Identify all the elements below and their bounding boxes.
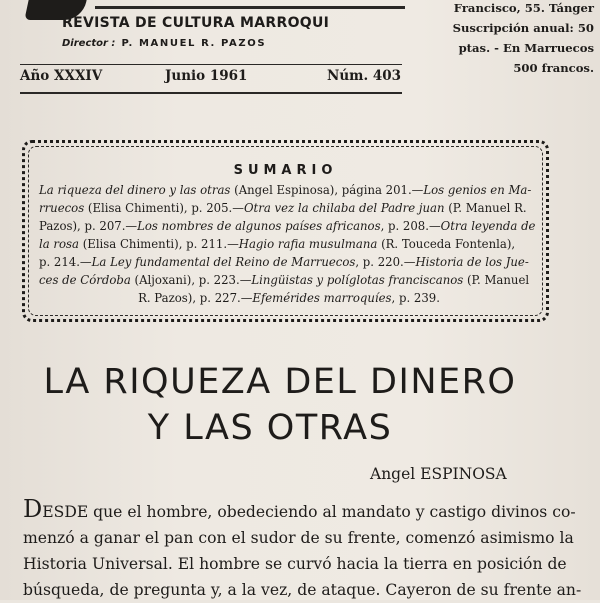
sumario-entry-title: Efemérides marroquíes (252, 291, 392, 305)
subscription-info (408, 0, 594, 78)
sumario-entry-ref: , p. 208.— (380, 219, 441, 233)
sumario-entry-ref: (R. Touceda Fontenla), (377, 237, 516, 251)
issue-year: Año XXXIV (20, 68, 103, 84)
article-title-line-1: LA RIQUEZA DEL DINERO (43, 362, 517, 402)
body-line-4: búsqueda, de pregunta y, a la vez, de ataque. Cayeron de su frente an- (23, 581, 582, 599)
sumario-entry-title: Otra vez la chilaba del Padre juan (243, 201, 445, 215)
sumario-entry-title: la rosa (39, 237, 80, 251)
sumario-line (39, 271, 539, 289)
sumario-entry-ref: (Elisa Chimenti), p. 211.— (79, 237, 239, 251)
subscription-line-1: Suscripción anual: 50 (452, 21, 594, 35)
sumario-entry-title: Los nombres de algunos países africanos (137, 219, 381, 233)
issue-date: Junio 1961 (165, 68, 248, 84)
sumario-entry-title: Lingüistas y políglotas franciscanos (251, 273, 464, 287)
sumario-line (39, 253, 539, 271)
sumario-line (39, 289, 539, 307)
body-line-3: Historia Universal. El hombre se curvó hacia la tierra en posición de (23, 555, 567, 573)
sumario-title: SUMARIO (233, 163, 338, 178)
sumario-entry-title: Los genios en Ma- (423, 183, 532, 197)
sumario-entry-title: rruecos (39, 201, 85, 215)
header-rule-top (20, 64, 402, 65)
sumario-entry-ref: , p. 239. (391, 291, 440, 305)
sumario-entry-ref: p. 214.— (39, 255, 92, 269)
header-rule-bottom (20, 92, 402, 94)
body-line-2: menzó a ganar el pan con el sudor de su frente, comenzó asimismo la (23, 529, 574, 547)
sumario-box (22, 140, 549, 322)
body-line-1-text: ESDE que el hombre, obedeciendo al mandato y castigo divinos co- (42, 503, 576, 521)
sumario-entry-ref: (Aljoxani), p. 223.— (130, 273, 252, 287)
issue-number: Núm. 403 (327, 68, 402, 84)
sumario-entry-title: Otra leyenda de (440, 219, 536, 233)
sumario-entry-ref: (P. Manuel R. (444, 201, 527, 215)
sumario-entry-ref: R. Pazos), p. 227.— (138, 291, 253, 305)
sumario-line (39, 181, 539, 199)
sumario-line (39, 217, 539, 235)
subscription-line-3: 500 francos. (513, 61, 594, 75)
sumario-entry-title: La riqueza del dinero y las otras (39, 183, 231, 197)
sumario-entry-ref: Pazos), p. 207.— (39, 219, 138, 233)
sumario-line (39, 235, 539, 253)
article-author: Angel ESPINOSA (370, 465, 507, 483)
body-line-1 (23, 495, 576, 525)
address-line: Francisco, 55. Tánger (453, 1, 594, 15)
sumario-entry-ref: , p. 220.— (355, 255, 416, 269)
sumario-entry-ref: (P. Manuel (463, 273, 530, 287)
director-name: P. MANUEL R. PAZOS (121, 38, 267, 49)
masthead-rule (95, 6, 405, 9)
sumario-contents (39, 181, 539, 307)
sumario-entry-title: Hagio rafia musulmana (238, 237, 378, 251)
director-line (62, 38, 266, 49)
drop-cap: D (23, 495, 43, 523)
magazine-subtitle: REVISTA DE CULTURA MARROQUI (62, 15, 330, 31)
article-title-line-2: Y LAS OTRAS (147, 408, 393, 448)
subscription-line-2: ptas. - En Marruecos (458, 41, 594, 55)
sumario-entry-ref: (Elisa Chimenti), p. 205.— (84, 201, 244, 215)
sumario-entry-title: Historia de los Jue- (415, 255, 529, 269)
sumario-entry-ref: (Angel Espinosa), página 201.— (230, 183, 424, 197)
sumario-entry-title: ces de Córdoba (39, 273, 131, 287)
sumario-entry-title: La Ley fundamental del Reino de Marruecos (91, 255, 356, 269)
article-body (23, 495, 582, 603)
director-label: Director : (62, 38, 116, 49)
sumario-line (39, 199, 539, 217)
